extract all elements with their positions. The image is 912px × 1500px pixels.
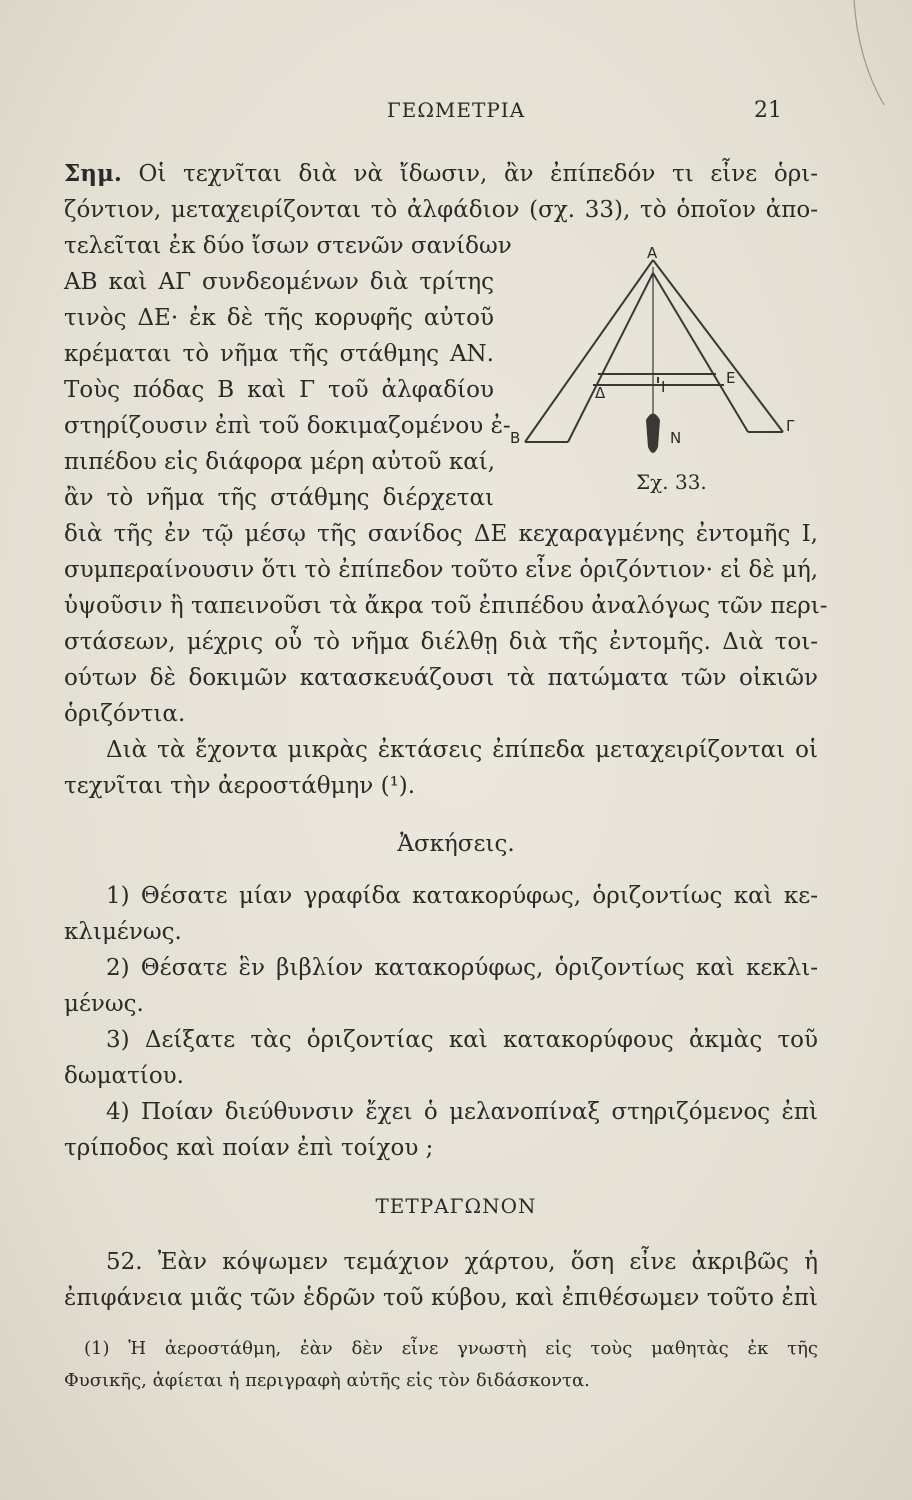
text-line: τελεῖται ἐκ δύο ἴσων στενῶν σανίδων <box>64 233 512 259</box>
text-line: στηρίζουσιν ἐπὶ τοῦ δοκιμαζομένου ἐ- <box>64 413 511 439</box>
board-ag-inner <box>653 273 748 432</box>
page-number: 21 <box>754 98 782 123</box>
label-e: E <box>726 369 736 387</box>
section-heading: ΤΕΤΡΑΓΩΝΟΝ <box>375 1194 537 1218</box>
text-line: Σημ. Οἱ τεχνῖται διὰ νὰ ἴδωσιν, ἂν ἐπίπεδόν τι εἶνε ὁρι- <box>64 160 819 187</box>
exercise-line: 3) Δείξατε τὰς ὁριζοντίας καὶ κατακορύφους ἀκμὰς τοῦ <box>106 1027 818 1053</box>
text-line: ὁριζόντια. <box>64 701 186 727</box>
text-line: στάσεων, μέχρις οὗ τὸ νῆμα διέλθῃ διὰ τῆς ἐντομῆς. Διὰ τοι- <box>64 629 818 655</box>
text-line: κρέμαται τὸ νῆμα τῆς στάθμης ΑΝ. <box>64 341 494 367</box>
text-line: συμπεραίνουσιν ὅτι τὸ ἐπίπεδον τοῦτο εἶνε ὁριζόντιον· εἰ δὲ μή, <box>64 557 819 583</box>
text-line: πιπέδου εἰς διάφορα μέρη αὐτοῦ καί, <box>64 449 496 475</box>
text-line: ὑψοῦσιν ἢ ταπεινοῦσι τὰ ἄκρα τοῦ ἐπιπέδου ἀναλόγως τῶν περι- <box>64 593 828 619</box>
figure-caption: Σχ. 33. <box>636 470 707 494</box>
label-d: Δ <box>595 384 606 402</box>
exercise-line: 4) Ποίαν διεύθυνσιν ἔχει ὁ μελανοπίναξ στηριζόμενος ἐπὶ <box>106 1099 818 1125</box>
footnote-line: Φυσικῆς, ἀφίεται ἡ περιγραφὴ αὐτῆς εἰς τὸν διδάσκοντα. <box>64 1370 590 1391</box>
text-line: Διὰ τὰ ἔχοντα μικρὰς ἐκτάσεις ἐπίπεδα μεταχειρίζονται οἱ <box>106 737 818 763</box>
plumb-bob <box>646 414 660 454</box>
level-figure <box>500 244 820 495</box>
text-line: ἂν τὸ νῆμα τῆς στάθμης διέρχεται <box>64 485 494 511</box>
text-line: 52. Ἐὰν κόψωμεν τεμάχιον χάρτου, ὅση εἶνε ἀκριβῶς ἡ <box>106 1249 818 1275</box>
label-n: N <box>670 429 682 447</box>
text-line: ΑΒ καὶ ΑΓ συνδεομένων διὰ τρίτης <box>64 269 494 295</box>
board-ag-outer <box>653 260 783 432</box>
exercises-heading: Ἀσκήσεις. <box>397 831 515 857</box>
board-ab-inner <box>568 273 653 442</box>
running-head: ΓΕΩΜΕΤΡΙΑ <box>386 98 526 122</box>
footnote-line: (1) Ἡ ἀεροστάθμη, ἐὰν δὲν εἶνε γνωστὴ εἰς τοὺς μαθητὰς ἐκ τῆς <box>84 1338 818 1359</box>
text-line: ούτων δὲ δοκιμῶν κατασκευάζουσι τὰ πατώματα τῶν οἰκιῶν <box>64 665 818 691</box>
note-label: Σημ. <box>64 160 122 187</box>
exercise-line: κλιμένως. <box>64 919 182 945</box>
label-i: I <box>661 378 666 396</box>
exercise-line: μένως. <box>64 991 144 1017</box>
exercise-line: 1) Θέσατε μίαν γραφίδα κατακορύφως, ὁριζοντίως καὶ κε- <box>106 883 818 909</box>
text-line: διὰ τῆς ἐν τῷ μέσῳ τῆς σανίδος ΔΕ κεχαραγμένης ἐντομῆς Ι, <box>64 521 818 547</box>
label-a: A <box>647 244 658 262</box>
label-b: B <box>510 429 521 447</box>
text-line: τινὸς ΔΕ· ἐκ δὲ τῆς κορυφῆς αὐτοῦ <box>64 305 494 331</box>
text-line: ἐπιφάνεια μιᾶς τῶν ἑδρῶν τοῦ κύβου, καὶ ἐπιθέσωμεν τοῦτο ἐπὶ <box>64 1285 818 1311</box>
text-line: ζόντιον, μεταχειρίζονται τὸ ἀλφάδιον (σχ. 33), τὸ ὁποῖον ἀπο- <box>64 197 818 223</box>
exercise-line: δωματίου. <box>64 1063 184 1089</box>
text-line: Τοὺς πόδας Β καὶ Γ τοῦ ἀλφαδίου <box>64 377 494 403</box>
label-g: Γ <box>786 417 795 435</box>
board-ab-outer <box>525 260 653 442</box>
page-edge-mark <box>850 0 890 110</box>
exercise-line: τρίποδος καὶ ποίαν ἐπὶ τοίχου ; <box>64 1135 434 1161</box>
exercise-line: 2) Θέσατε ἓν βιβλίον κατακορύφως, ὁριζοντίως καὶ κεκλι- <box>106 955 818 981</box>
text-line: τεχνῖται τὴν ἀεροστάθμην (¹). <box>64 773 416 799</box>
